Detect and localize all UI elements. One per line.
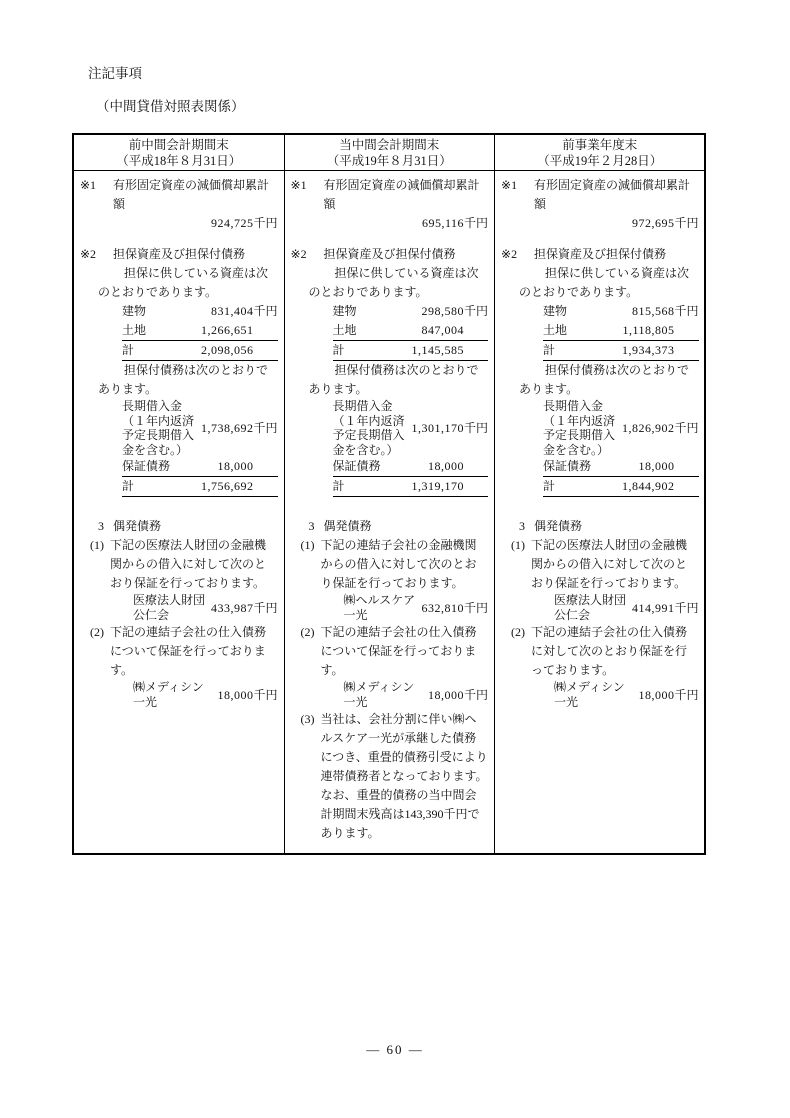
- payee-name: ㈱メディシン一光: [554, 680, 625, 709]
- item-marker: (2): [300, 625, 315, 639]
- column-header-line2: （平成19年８月31日）: [326, 154, 452, 168]
- long-term-loan-label: 長期借入金（１年内返済予定長期借入金を含む。）: [332, 399, 405, 457]
- debt-total-value: 1,844,902: [622, 479, 675, 493]
- note1-unit: 千円: [674, 216, 699, 230]
- note1-heading: [501, 176, 699, 214]
- note1-title: 有形固定資産の減価償却累計額: [113, 178, 270, 211]
- asset-total-label: 計: [332, 343, 345, 357]
- payee-name: ㈱メディシン一光: [343, 680, 415, 709]
- item-marker: (2): [511, 625, 526, 639]
- long-term-loan-value-wrap: [621, 419, 699, 438]
- note1-unit: 千円: [464, 216, 489, 230]
- asset-total-label: 計: [122, 343, 135, 357]
- payee-row: [133, 593, 278, 623]
- long-term-loan-row: [543, 399, 699, 457]
- note1-title: 有形固定資産の減価償却累計額: [534, 178, 691, 211]
- payee-row: [133, 680, 278, 710]
- item-body: [321, 536, 489, 623]
- note2-title: 担保資産及び担保付債務: [113, 247, 246, 261]
- column-prior-fiscal-year: [494, 135, 705, 853]
- guarantee-debt-label: 保証債務: [543, 459, 592, 473]
- asset-unit: 千円: [674, 304, 699, 318]
- item-body: [531, 623, 699, 710]
- note3-marker: 3: [308, 519, 315, 533]
- payee-unit: 千円: [674, 600, 699, 615]
- column-header: [495, 135, 705, 171]
- long-term-loan-row: [122, 399, 278, 457]
- column-header: [285, 135, 495, 171]
- column-header: [74, 135, 284, 171]
- note2-heading: [501, 245, 699, 264]
- column-header-line1: 当中間会計期間末: [339, 138, 440, 152]
- payee-value-wrap: [632, 686, 699, 705]
- debt-total-value: 1,319,170: [411, 479, 465, 493]
- debt-total-label: 計: [332, 479, 345, 493]
- item-marker: (2): [90, 625, 104, 639]
- asset-row: [333, 302, 489, 321]
- payee-unit: 千円: [464, 687, 489, 702]
- guarantee-debt-value: 18,000: [428, 459, 465, 473]
- asset-row: [543, 302, 699, 321]
- asset-row: [543, 321, 699, 341]
- item-marker: (3): [300, 712, 315, 726]
- column-header-line1: 前事業年度末: [562, 138, 638, 152]
- item-body: [321, 623, 489, 710]
- asset-label: 建物: [122, 304, 147, 318]
- payee-value: 18,000: [638, 687, 675, 702]
- contingency-item: [90, 536, 278, 623]
- contingency-item: [511, 623, 699, 710]
- long-term-loan-value-wrap: [200, 419, 278, 438]
- guarantee-debt-value: 18,000: [217, 459, 254, 473]
- item-text: 下記の医療法人財団の金融機関からの借入に対して次のとおり保証を行っております。: [531, 538, 688, 590]
- note1-amount-row: [122, 214, 278, 233]
- item-text: 下記の医療法人財団の金融機関からの借入に対して次のとおり保証を行っております。: [110, 538, 267, 590]
- note2-heading: [80, 245, 278, 264]
- note2-marker: ※2: [290, 247, 307, 261]
- page-subtitle: （中間貸借対照表関係）: [96, 99, 245, 114]
- note3-heading: [519, 517, 699, 536]
- column-header-line2: （平成19年２月28日）: [537, 154, 663, 168]
- asset-value: 831,404: [211, 304, 254, 318]
- debt-total-value: 1,756,692: [201, 479, 254, 493]
- notes-table: [72, 133, 706, 855]
- asset-value: 1,118,805: [622, 323, 675, 337]
- asset-label: 土地: [543, 323, 568, 337]
- debt-total-row: [333, 477, 489, 497]
- long-term-loan-value: 1,826,902: [622, 420, 675, 435]
- debt-total-label: 計: [122, 479, 135, 493]
- asset-label: 土地: [332, 323, 357, 337]
- item-body: [110, 623, 278, 710]
- pledged-assets-paragraph: 担保に供している資産は次のとおりであります。: [519, 266, 690, 299]
- contingency-item: [301, 623, 489, 710]
- note3-marker: 3: [519, 519, 526, 533]
- note1-amount-group: [122, 214, 278, 233]
- note1-marker: ※1: [80, 178, 97, 192]
- debt-total-row: [122, 477, 278, 497]
- guarantee-debt-row: [333, 457, 489, 477]
- long-term-loan-value: 1,738,692: [201, 420, 254, 435]
- payee-name: 医療法人財団公仁会: [133, 593, 206, 622]
- item-text: 下記の連結子会社の仕入債務について保証を行っております。: [110, 625, 267, 677]
- page-title: 注記事項: [88, 66, 142, 81]
- note2-title: 担保資産及び担保付債務: [534, 247, 667, 261]
- item-text: 下記の連結子会社の仕入債務について保証を行っております。: [320, 625, 477, 677]
- payee-row: [344, 593, 489, 623]
- guarantee-debt-label: 保証債務: [332, 459, 381, 473]
- guarantee-debt-value: 18,000: [638, 459, 675, 473]
- long-term-loan-row: [333, 399, 489, 457]
- secured-debts-paragraph: 担保付債務は次のとおりであります。: [98, 363, 269, 396]
- asset-row: [122, 302, 278, 321]
- payee-unit: 千円: [674, 687, 699, 702]
- asset-total-value: 1,934,373: [622, 343, 675, 357]
- pledged-assets-paragraph: 担保に供している資産は次のとおりであります。: [308, 266, 479, 299]
- note1-heading: [80, 176, 278, 214]
- payee-value-wrap: [211, 686, 278, 705]
- asset-total-value: 2,098,056: [201, 343, 254, 357]
- contingency-item: [511, 536, 699, 623]
- payee-unit: 千円: [464, 600, 489, 615]
- asset-total-label: 計: [543, 343, 556, 357]
- note1-amount-group: [543, 214, 699, 233]
- asset-label: 土地: [122, 323, 147, 337]
- guarantee-debt-row: [543, 457, 699, 477]
- item-text: 当社は、会社分割に伴い㈱ヘルスケア一光が承継した債務につき、重畳的債務引受により連帯債務者となっております。なお、重畳的債務の当中間会計期間末残高は143,390千円であります。: [320, 712, 488, 840]
- debt-total-row: [543, 477, 699, 497]
- note1-marker: ※1: [501, 178, 518, 192]
- contingency-item: [90, 623, 278, 710]
- payee-value: 18,000: [428, 687, 465, 702]
- pledged-assets-paragraph: 担保に供している資産は次のとおりであります。: [98, 266, 269, 299]
- payee-name: ㈱ヘルスケア一光: [343, 593, 416, 622]
- long-term-loan-unit: 千円: [253, 420, 278, 435]
- secured-debts-group: [333, 399, 489, 497]
- debt-total-label: 計: [543, 479, 556, 493]
- long-term-loan-label: 長期借入金（１年内返済予定長期借入金を含む。）: [543, 399, 616, 457]
- payee-value: 433,987: [211, 600, 254, 615]
- note3-title: 偶発債務: [113, 519, 162, 533]
- note1-heading: [291, 176, 489, 214]
- note3-marker: 3: [98, 519, 104, 533]
- asset-row: [122, 321, 278, 341]
- contingency-item: [301, 536, 489, 623]
- note1-title: 有形固定資産の減価償却累計額: [323, 178, 480, 211]
- payee-value: 18,000: [217, 687, 254, 702]
- payee-unit: 千円: [253, 600, 278, 615]
- note2-heading: [291, 245, 489, 264]
- note2-marker: ※2: [501, 247, 518, 261]
- column-prior-interim: [74, 135, 284, 853]
- note1-unit: 千円: [253, 216, 278, 230]
- asset-label: 建物: [543, 304, 568, 318]
- item-text: 下記の連結子会社の仕入債務に対して次のとおり保証を行っております。: [531, 625, 688, 677]
- item-text: 下記の連結子会社の金融機関からの借入に対して次のとおり保証を行っております。: [320, 538, 477, 590]
- payee-value-wrap: [211, 599, 278, 618]
- item-body: [321, 710, 489, 843]
- pledged-assets-group: [543, 302, 699, 361]
- long-term-loan-value-wrap: [411, 419, 489, 438]
- secured-debts-paragraph: 担保付債務は次のとおりであります。: [519, 363, 690, 396]
- payee-value: 414,991: [632, 600, 675, 615]
- asset-total-row: [122, 341, 278, 361]
- note1-value: 972,695: [632, 216, 675, 230]
- payee-unit: 千円: [253, 687, 278, 702]
- note3-title: 偶発債務: [534, 519, 583, 533]
- column-current-interim: [284, 135, 495, 853]
- asset-value: 298,580: [421, 304, 465, 318]
- asset-total-row: [333, 341, 489, 361]
- page-number: ― 60 ―: [366, 1042, 424, 1057]
- pledged-assets-group: [122, 302, 278, 361]
- note3-heading: [98, 517, 278, 536]
- asset-value: 815,568: [632, 304, 675, 318]
- asset-total-value: 1,145,585: [411, 343, 465, 357]
- column-header-line1: 前中間会計期間末: [128, 138, 229, 152]
- payee-value-wrap: [422, 599, 489, 618]
- guarantee-debt-label: 保証債務: [122, 459, 171, 473]
- column-header-line2: （平成18年８月31日）: [116, 154, 242, 168]
- column-body: [495, 171, 705, 853]
- item-marker: (1): [511, 538, 526, 552]
- secured-debts-group: [122, 399, 278, 497]
- payee-name: 医療法人財団公仁会: [554, 593, 627, 622]
- item-marker: (1): [90, 538, 104, 552]
- asset-unit: 千円: [464, 304, 489, 318]
- note2-marker: ※2: [80, 247, 97, 261]
- note1-amount-row: [333, 214, 489, 233]
- column-body: [285, 171, 495, 853]
- item-body: [110, 536, 278, 623]
- guarantee-debt-row: [122, 457, 278, 477]
- payee-value: 632,810: [421, 600, 465, 615]
- long-term-loan-label: 長期借入金（１年内返済予定長期借入金を含む。）: [122, 399, 195, 457]
- payee-row: [344, 680, 489, 710]
- note1-amount-row: [543, 214, 699, 233]
- asset-row: [333, 321, 489, 341]
- asset-value: 847,004: [421, 323, 465, 337]
- long-term-loan-unit: 千円: [674, 420, 699, 435]
- payee-row: [554, 680, 699, 710]
- note3-title: 偶発債務: [323, 519, 372, 533]
- payee-value-wrap: [632, 599, 699, 618]
- item-marker: (1): [300, 538, 315, 552]
- asset-total-row: [543, 341, 699, 361]
- note3-heading: [309, 517, 489, 536]
- payee-row: [554, 593, 699, 623]
- note1-marker: ※1: [290, 178, 307, 192]
- long-term-loan-unit: 千円: [464, 420, 489, 435]
- long-term-loan-value: 1,301,170: [411, 420, 465, 435]
- asset-unit: 千円: [253, 304, 278, 318]
- asset-value: 1,266,651: [201, 323, 254, 337]
- asset-label: 建物: [332, 304, 357, 318]
- payee-value-wrap: [422, 686, 489, 705]
- payee-name: ㈱メディシン一光: [133, 680, 204, 709]
- secured-debts-group: [543, 399, 699, 497]
- note1-amount-group: [333, 214, 489, 233]
- note1-value: 695,116: [421, 216, 465, 230]
- note2-title: 担保資産及び担保付債務: [323, 247, 456, 261]
- note1-value: 924,725: [211, 216, 254, 230]
- pledged-assets-group: [333, 302, 489, 361]
- item-body: [531, 536, 699, 623]
- secured-debts-paragraph: 担保付債務は次のとおりであります。: [308, 363, 479, 396]
- column-body: [74, 171, 284, 853]
- contingency-item: [301, 710, 489, 843]
